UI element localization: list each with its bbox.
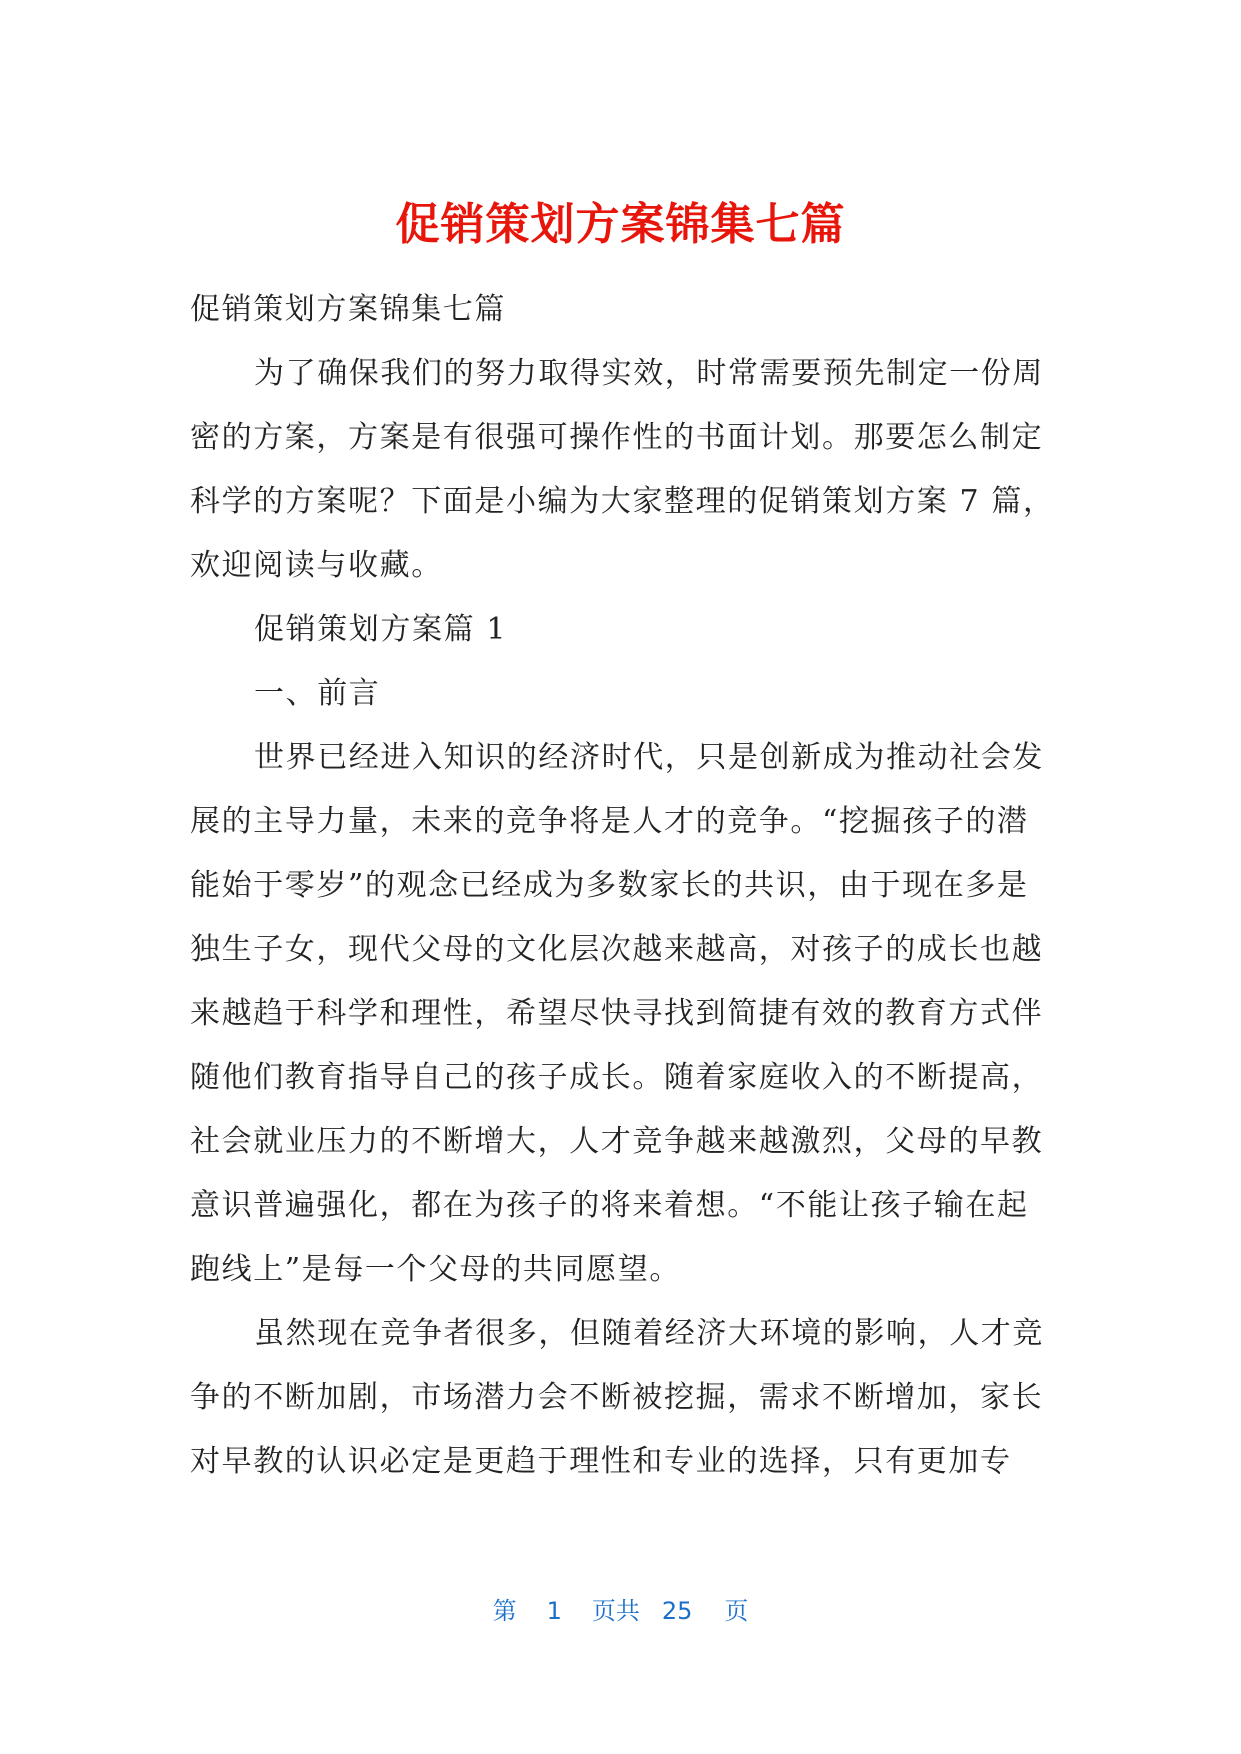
footer-page-number: 1 — [546, 1597, 562, 1625]
document-body — [190, 278, 1055, 1494]
text-line: 来越趋于科学和理性，希望尽快寻找到简捷有效的教育方式伴 — [190, 996, 1044, 1031]
footer-middle: 页共 — [591, 1597, 640, 1625]
text-line: 展的主导力量，未来的竞争将是人才的竞争。“挖掘孩子的潜 — [190, 804, 1029, 839]
section-heading: 促销策划方案篇 1 — [254, 612, 508, 647]
subtitle-line: 促销策划方案锦集七篇 — [190, 292, 506, 327]
text-line: 争的不断加剧，市场潜力会不断被挖掘，需求不断增加，家长 — [190, 1380, 1044, 1415]
text-line: 跑线上”是每一个父母的共同愿望。 — [190, 1252, 681, 1287]
page-footer — [0, 1593, 1241, 1629]
text-line: 独生子女，现代父母的文化层次越来越高，对孩子的成长也越 — [190, 932, 1044, 967]
text-line: 密的方案，方案是有很强可操作性的书面计划。那要怎么制定 — [190, 420, 1044, 455]
text-line: 随他们教育指导自己的孩子成长。随着家庭收入的不断提高， — [190, 1060, 1044, 1095]
subsection-heading: 一、前言 — [254, 676, 381, 711]
footer-total-pages: 25 — [661, 1597, 693, 1625]
text-line: 社会就业压力的不断增大，人才竞争越来越激烈，父母的早教 — [190, 1124, 1044, 1159]
footer-suffix: 页 — [724, 1597, 749, 1625]
text-line: 虽然现在竞争者很多，但随着经济大环境的影响，人才竞 — [254, 1316, 1044, 1351]
text-line: 世界已经进入知识的经济时代，只是创新成为推动社会发 — [254, 740, 1044, 775]
text-line: 科学的方案呢？下面是小编为大家整理的促销策划方案 7 篇， — [190, 484, 1055, 519]
text-line: 为了确保我们的努力取得实效，时常需要预先制定一份周 — [254, 356, 1044, 391]
text-line: 欢迎阅读与收藏。 — [190, 548, 443, 583]
text-line: 意识普遍强化，都在为孩子的将来着想。“不能让孩子输在起 — [190, 1188, 1029, 1223]
page-title: 促销策划方案锦集七篇 — [395, 199, 846, 250]
text-line: 能始于零岁”的观念已经成为多数家长的共识，由于现在多是 — [190, 868, 1029, 903]
text-line: 对早教的认识必定是更趋于理性和专业的选择，只有更加专 — [190, 1444, 1012, 1479]
footer-prefix: 第 — [492, 1597, 517, 1625]
